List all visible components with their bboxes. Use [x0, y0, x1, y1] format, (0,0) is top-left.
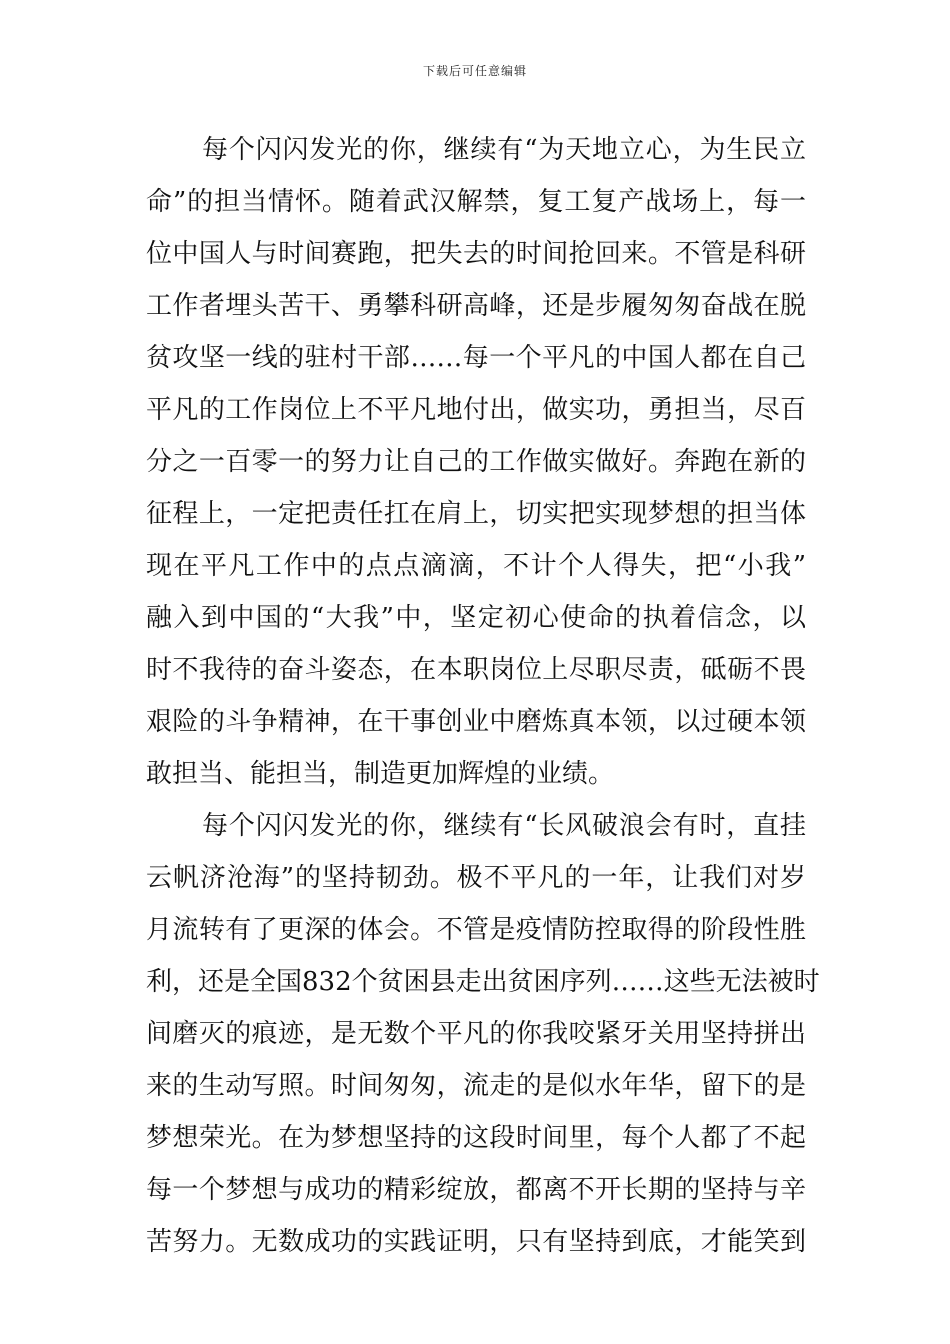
paragraph-line: 分之一百零一的努力让自己的工作做实做好。奔跑在新的: [146, 447, 806, 477]
paragraph-line: 梦想荣光。在为梦想坚持的这段时间里，每个人都了不起: [146, 1123, 806, 1153]
paragraph-line: 工作者埋头苦干、勇攀科研高峰，还是步履匆匆奋战在脱: [146, 291, 806, 321]
paragraph-line: 现在平凡工作中的点点滴滴，不计个人得失，把“小我”: [146, 551, 806, 581]
paragraph-line: 来的生动写照。时间匆匆，流走的是似水年华，留下的是: [146, 1071, 806, 1101]
paragraph-line: 月流转有了更深的体会。不管是疫情防控取得的阶段性胜: [146, 915, 806, 945]
paragraph: [146, 124, 806, 800]
paragraph-line: 融入到中国的“大我”中，坚定初心使命的执着信念，以: [146, 603, 806, 633]
paragraph: [146, 800, 820, 1268]
paragraph-line: 敢担当、能担当，制造更加辉煌的业绩。: [146, 759, 615, 789]
paragraph-line: 艰险的斗争精神，在干事创业中磨炼真本领，以过硬本领: [146, 707, 806, 737]
paragraph-line: 间磨灭的痕迹，是无数个平凡的你我咬紧牙关用坚持拼出: [146, 1019, 806, 1049]
paragraph-line: 贫攻坚一线的驻村干部……每一个平凡的中国人都在自己: [146, 343, 806, 373]
paragraph-line: 每个闪闪发光的你，继续有“长风破浪会有时，直挂: [202, 811, 806, 841]
paragraph-line: 时不我待的奋斗姿态，在本职岗位上尽职尽责，砥砺不畏: [146, 655, 806, 685]
paragraph-line: 位中国人与时间赛跑，把失去的时间抢回来。不管是科研: [146, 239, 806, 269]
paragraph-line: 命”的担当情怀。随着武汉解禁，复工复产战场上，每一: [146, 187, 806, 217]
paragraph-line: 每个闪闪发光的你，继续有“为天地立心，为生民立: [202, 135, 806, 165]
paragraph-line: 平凡的工作岗位上不平凡地付出，做实功，勇担当，尽百: [146, 395, 806, 425]
paragraph-line: 利，还是全国832个贫困县走出贫困序列……这些无法被时: [146, 967, 820, 997]
page-header: 下载后可任意编辑: [422, 64, 527, 78]
paragraph-line: 每一个梦想与成功的精彩绽放，都离不开长期的坚持与辛: [146, 1175, 806, 1205]
paragraph-line: 苦努力。无数成功的实践证明，只有坚持到底，才能笑到: [146, 1227, 806, 1257]
paragraph-line: 云帆济沧海”的坚持韧劲。极不平凡的一年，让我们对岁: [146, 863, 806, 893]
document-body: [146, 124, 820, 1268]
paragraph-line: 征程上，一定把责任扛在肩上，切实把实现梦想的担当体: [146, 499, 806, 529]
